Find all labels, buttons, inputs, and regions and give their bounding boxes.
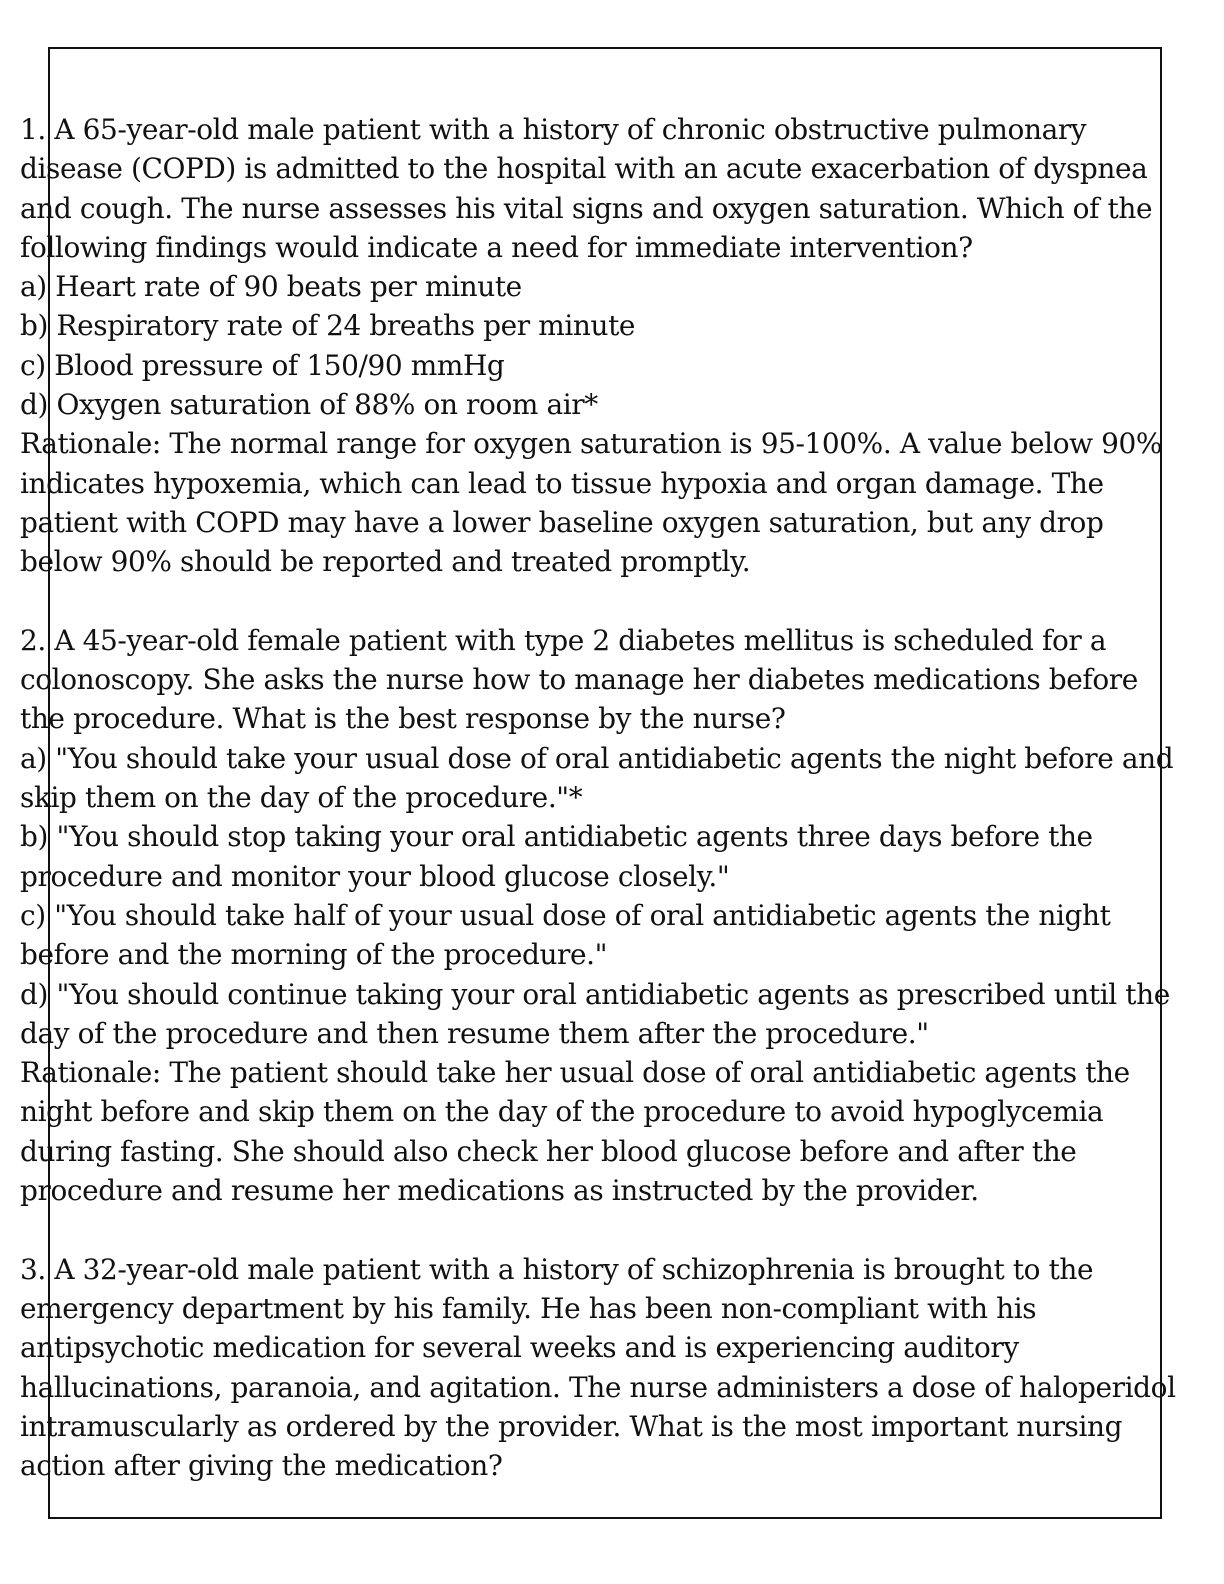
q1-option-d: d) Oxygen saturation of 88% on room air* — [20, 388, 598, 422]
q1-rationale-line-2: indicates hypoxemia, which can lead to tissue hypoxia and organ damage. The — [20, 466, 1104, 500]
q2-option-d-line-1: d) "You should continue taking your oral antidiabetic agents as prescribed until the — [20, 977, 1170, 1011]
q1-option-c: c) Blood pressure of 150/90 mmHg — [20, 348, 505, 382]
q2-rationale-line-2: night before and skip them on the day of the procedure to avoid hypoglycemia — [20, 1095, 1104, 1129]
q2-line-1: 2. A 45-year-old female patient with type 2 diabetes mellitus is scheduled for a — [20, 623, 1107, 657]
q1-option-b: b) Respiratory rate of 24 breaths per minute — [20, 309, 636, 343]
blank-line — [20, 582, 1212, 621]
q2-option-b-line-1: b) "You should stop taking your oral antidiabetic agents three days before the — [20, 820, 1093, 854]
q1-rationale-line-1: Rationale: The normal range for oxygen saturation is 95-100%. A value below 90% — [20, 427, 1163, 461]
q2-line-3: the procedure. What is the best response by the nurse? — [20, 702, 786, 736]
q1-line-1: 1. A 65-year-old male patient with a history of chronic obstructive pulmonary — [20, 113, 1087, 146]
q1-rationale-line-4: below 90% should be reported and treated promptly. — [20, 545, 751, 579]
q1-rationale-line-3: patient with COPD may have a lower baseline oxygen saturation, but any drop — [20, 505, 1104, 539]
q2-option-a-line-2: skip them on the day of the procedure."* — [20, 781, 583, 815]
q2-rationale-line-3: during fasting. She should also check her blood glucose before and after the — [20, 1134, 1077, 1168]
q3-line-6: action after giving the medication? — [20, 1449, 503, 1483]
q3-line-3: antipsychotic medication for several weeks and is experiencing auditory — [20, 1331, 1019, 1365]
q2-option-b-line-2: procedure and monitor your blood glucose closely." — [20, 859, 730, 893]
q3-line-4: hallucinations, paranoia, and agitation. The nurse administers a dose of haloperidol — [20, 1370, 1176, 1404]
q2-rationale-line-1: Rationale: The patient should take her usual dose of oral antidiabetic agents the — [20, 1056, 1130, 1090]
q2-rationale-line-4: procedure and resume her medications as instructed by the provider. — [20, 1174, 979, 1208]
q1-option-a: a) Heart rate of 90 beats per minute — [20, 270, 522, 304]
q1-line-3: and cough. The nurse assesses his vital signs and oxygen saturation. Which of the — [20, 191, 1153, 225]
q2-option-a-line-1: a) "You should take your usual dose of oral antidiabetic agents the night before and — [20, 741, 1174, 775]
q1-line-2: disease (COPD) is admitted to the hospital with an acute exacerbation of dyspnea — [20, 152, 1148, 186]
blank-line — [20, 1210, 1212, 1249]
q2-option-d-line-2: day of the procedure and then resume them after the procedure." — [20, 1016, 929, 1050]
q3-line-5: intramuscularly as ordered by the provider. What is the most important nursing — [20, 1409, 1123, 1443]
q2-line-2: colonoscopy. She asks the nurse how to manage her diabetes medications before — [20, 663, 1138, 697]
document-body — [20, 110, 1212, 1485]
q2-option-c-line-1: c) "You should take half of your usual dose of oral antidiabetic agents the night — [20, 898, 1111, 932]
q2-option-c-line-2: before and the morning of the procedure." — [20, 938, 608, 972]
q3-line-1: 3. A 32-year-old male patient with a history of schizophrenia is brought to the — [20, 1252, 1094, 1286]
q3-line-2: emergency department by his family. He has been non-compliant with his — [20, 1291, 1037, 1325]
q1-line-4: following findings would indicate a need for immediate intervention? — [20, 230, 973, 264]
